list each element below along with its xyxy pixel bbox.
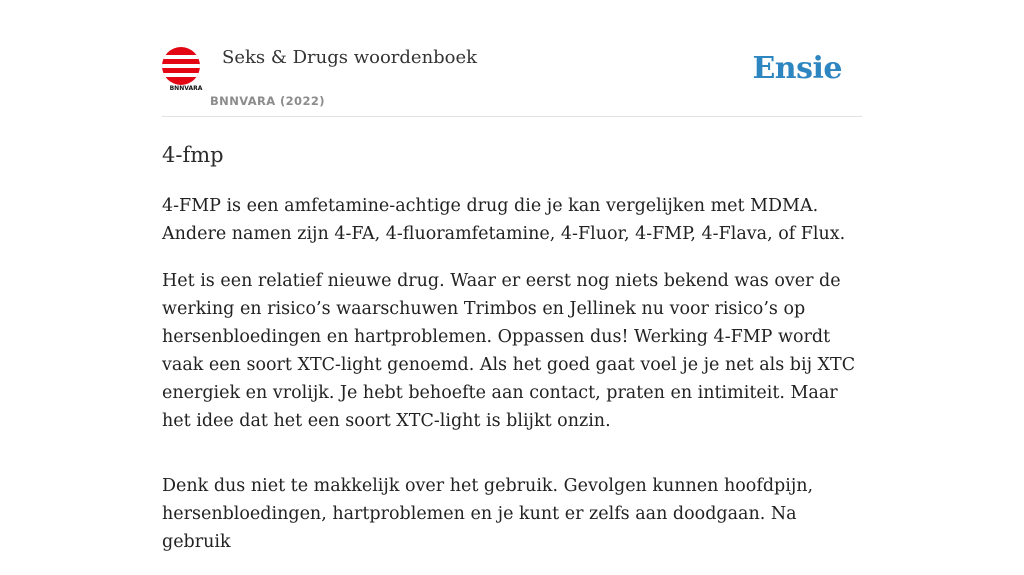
entry-paragraph: 4-FMP is een amfetamine-achtige drug die je kan vergelijken met MDMA. Andere namen zijn 4-FA, 4-fluoramfetamine, 4-Fluor, 4-FMP, 4-Flava, of Flux. bbox=[162, 196, 846, 244]
entry-title: 4-fmp bbox=[162, 143, 224, 167]
logo-text: BNNVARA bbox=[169, 85, 203, 92]
entry-paragraph: Het is een relatief nieuwe drug. Waar er eerst nog niets bekend was over de werking en risico’s waarschuwen Trimbos en Jellinek nu voor risico’s op hersenbloedingen en hartproblemen. Oppassen dus! Werking 4-FMP wordt vaak een soort XTC-light genoemd. Als het goed gaat voel je je net als bij XTC energiek en vrolijk. Je hebt behoefte aan contact, praten en intimiteit. Maar het idee dat het een soort XTC-light is blijkt onzin. bbox=[162, 271, 856, 431]
entry-content bbox=[162, 140, 862, 575]
bnnvara-logo bbox=[162, 46, 202, 92]
ensie-brand-link[interactable]: Ensie bbox=[752, 51, 842, 86]
entry-paragraph: Denk dus niet te makkelijk over het gebruik. Gevolgen kunnen hoofdpijn, hersenbloedingen, hartproblemen en je kunt er zelfs aan doodgaan. Na gebruik bbox=[162, 476, 814, 552]
book-title[interactable]: Seks & Drugs woordenboek bbox=[222, 47, 478, 68]
header bbox=[162, 44, 862, 117]
publisher: BNNVARA (2022) bbox=[210, 94, 325, 108]
